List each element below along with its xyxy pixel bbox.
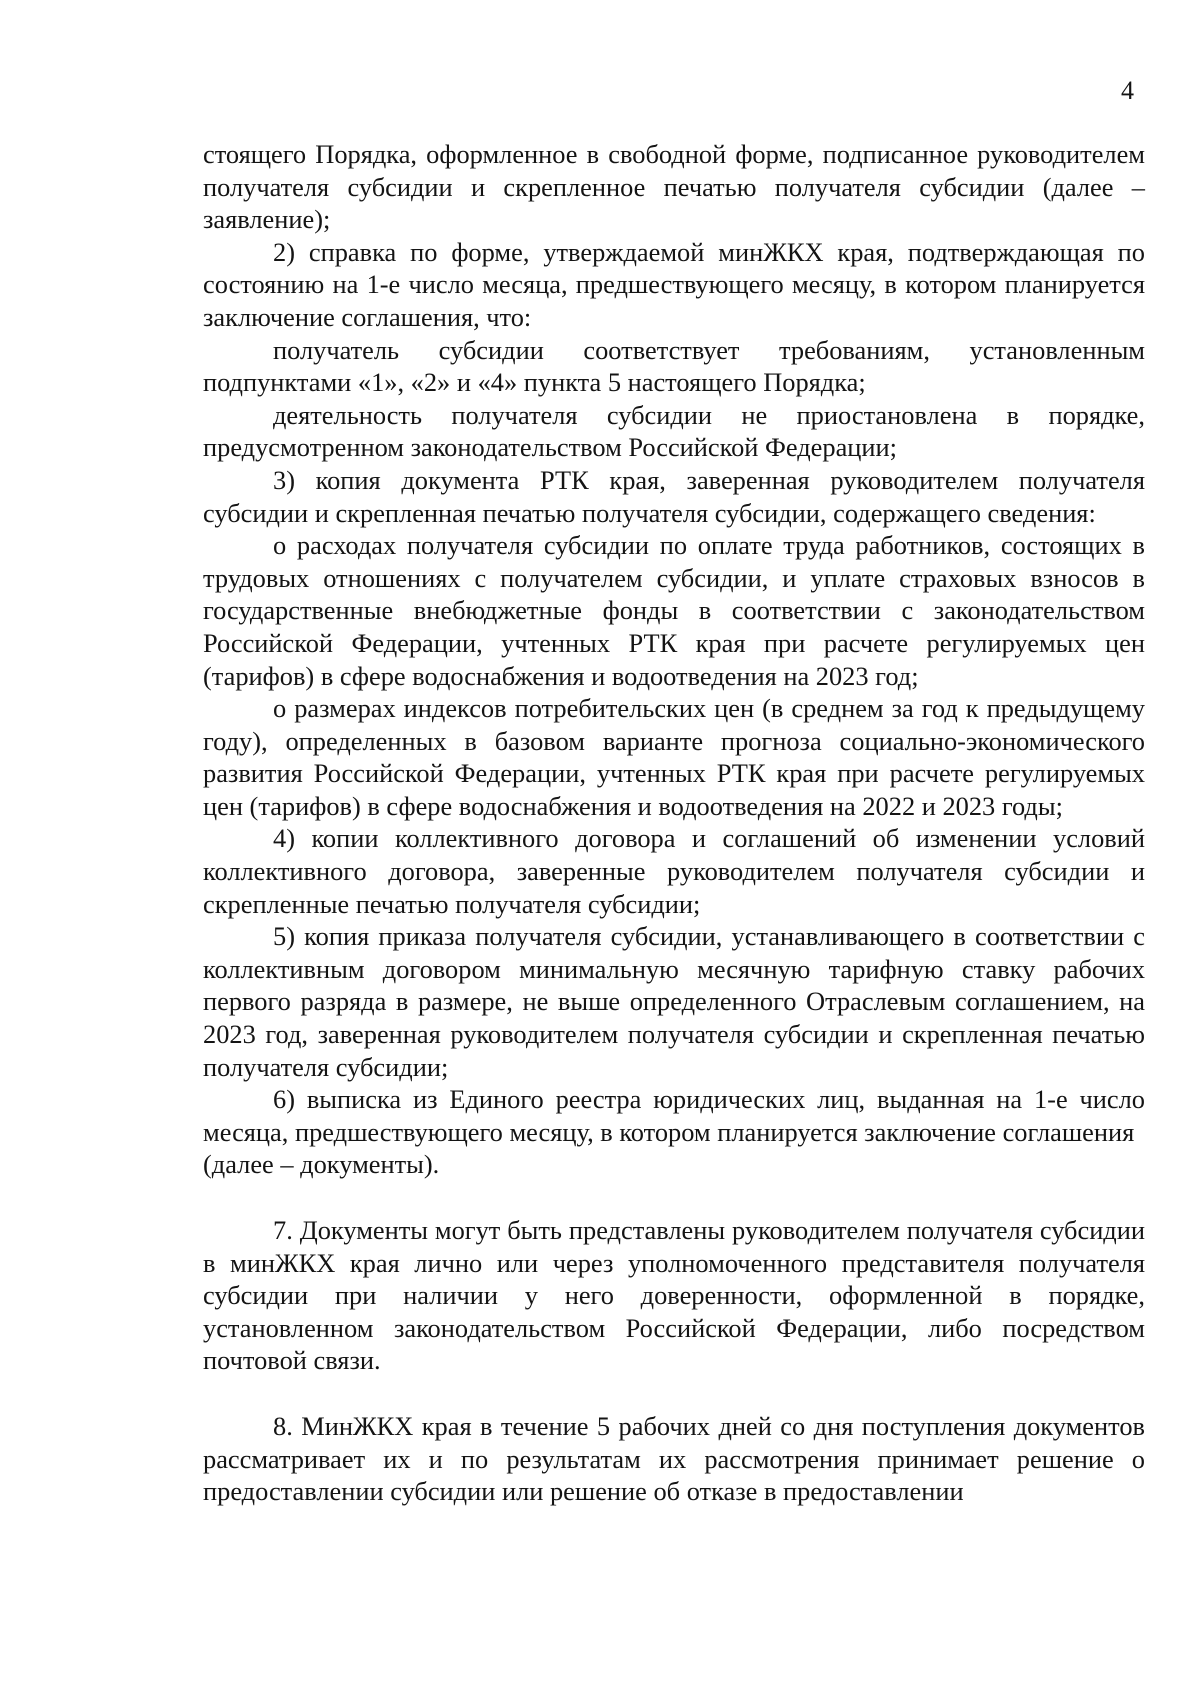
paragraph-item-5-order-copy: 5) копия приказа получателя субсидии, устанавливающего в соответствии с коллективным договором минимальную месячную тарифную ставку рабочих первого разряда в размере, не выше определенного Отраслевым соглашением, на 2023 год, заверенная руководителем получателя субсидии и скрепленная печатью получателя субсидии; [203, 921, 1145, 1082]
paragraph-labor-expenses: о расходах получателя субсидии по оплате труда работников, состоящих в трудовых отношениях с получателем субсидии, и уплате страховых взносов в государственные внебюджетные фонды в соответствии с законодательством Российской Федерации, учтенных РТК края при расчете регулируемых цен (тарифов) в сфере водоснабжения и водоотведения на 2023 год; [203, 530, 1145, 691]
document-body [203, 138, 1145, 1508]
paragraph-item-2-certificate: 2) справка по форме, утверждаемой минЖКХ края, подтверждающая по состоянию на 1-е число месяца, предшествующего месяцу, в котором планируется заключение соглашения, что: [203, 236, 1145, 332]
paragraph-item-3-rtk-document: 3) копия документа РТК края, заверенная руководителем получателя субсидии и скрепленная печатью получателя субсидии, содержащего сведения: [203, 464, 1145, 528]
paragraph-clause-8: 8. МинЖКХ края в течение 5 рабочих дней со дня поступления документов рассматривает их и по результатам их рассмотрения принимает решение о предоставлении субсидии или решение об отказе в предоставлении [203, 1410, 1145, 1507]
paragraph-documents-definition: (далее – документы). [203, 1149, 440, 1180]
page-number: 4 [1121, 76, 1134, 105]
paragraph-activity-not-suspended: деятельность получателя субсидии не приостановлена в порядке, предусмотренном законодательством Российской Федерации; [203, 399, 1145, 463]
paragraph-item-6-registry-extract: 6) выписка из Единого реестра юридических лиц, выданная на 1-е число месяца, предшествующего месяцу, в котором планируется заключение соглашения [203, 1084, 1145, 1147]
paragraph-item-4-collective-agreement: 4) копии коллективного договора и соглашений об изменении условий коллективного договора, заверенные руководителем получателя субсидии и скрепленные печатью получателя субсидии; [203, 823, 1145, 919]
paragraph-application-continuation: стоящего Порядка, оформленное в свободной форме, подписанное руководителем получателя субсидии и скрепленное печатью получателя субсидии (далее – заявление); [203, 139, 1145, 235]
paragraph-requirements-compliance: получатель субсидии соответствует требованиям, установленным подпунктами «1», «2» и «4» пункта 5 настоящего Порядка; [203, 334, 1145, 398]
paragraph-price-indices: о размерах индексов потребительских цен (в среднем за год к предыдущему году), определенных в базовом варианте прогноза социально-экономического развития Российской Федерации, учтенных РТК края при расчете регулируемых цен (тарифов) в сфере водоснабжения и водоотведения на 2022 и 2023 годы; [203, 693, 1145, 821]
paragraph-clause-7: 7. Документы могут быть представлены руководителем получателя субсидии в минЖКХ края лично или через уполномоченного представителя получателя субсидии при наличии у него доверенности, оформленной в порядке, установленном законодательством Российской Федерации, либо посредством почтовой связи. [203, 1215, 1145, 1376]
